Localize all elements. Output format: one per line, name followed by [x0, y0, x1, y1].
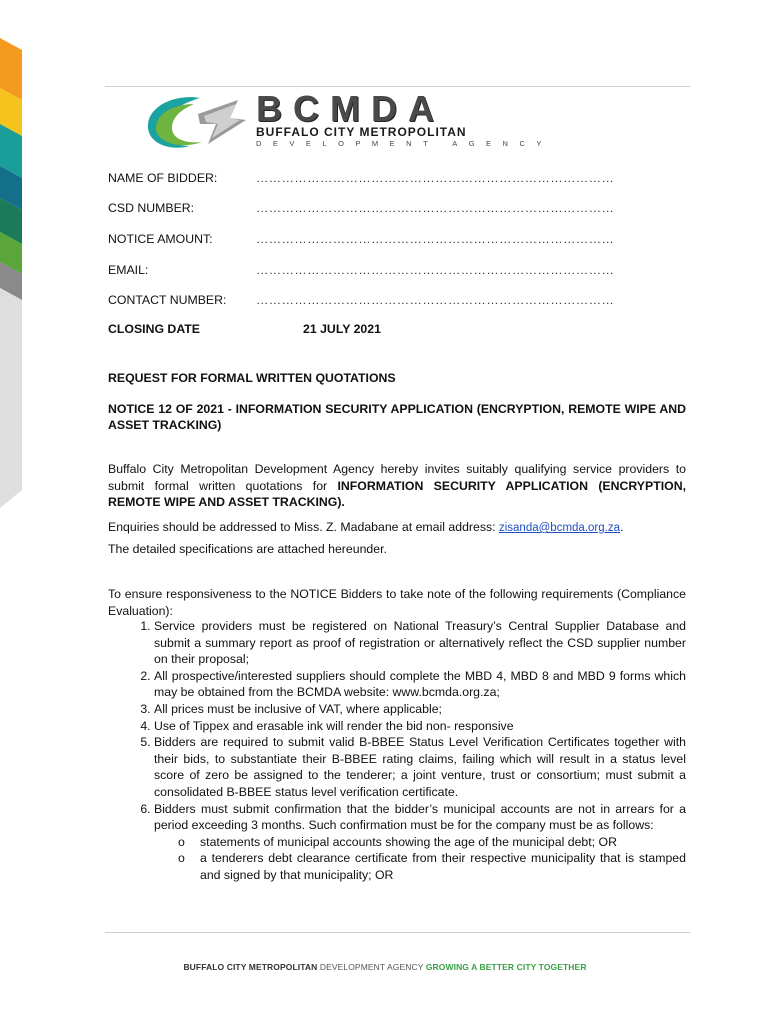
sub-requirement-item	[178, 850, 686, 883]
closing-date-row	[108, 322, 381, 336]
requirement-item: 4. Use of Tippex and erasable ink will render the bid non- responsive	[154, 718, 686, 735]
responsiveness-paragraph: To ensure responsiveness to the NOTICE Bidders to take note of the following requirements (Compliance Evaluation):	[108, 587, 686, 618]
footer-tagline	[0, 962, 770, 972]
logo-sub-line: DEVELOPMENT AGENCY	[256, 139, 553, 148]
requirement-item: 5. Bidders are required to submit valid B-BBEE Status Level Verification Certificates together with their bids, to substantiate their B-BBEE rating claims, failing which will result in a status level score of zero be assigned to the tenderer; a joint venture, trust or consortium; must submit a consolidated B-BBEE status level verification certificate.	[154, 734, 686, 800]
footer-part1: BUFFALO CITY METROPOLITAN	[183, 962, 318, 972]
closing-date-label: CLOSING DATE	[108, 322, 200, 336]
footer-part3: GROWING A BETTER CITY TOGETHER	[425, 962, 587, 972]
footer-part2: DEVELOPMENT AGENCY	[317, 962, 426, 972]
specs-paragraph: The detailed specifications are attached hereunder.	[108, 542, 387, 556]
requirement-item	[154, 801, 686, 884]
sub-requirement-text: statements of municipal accounts showing the age of the municipal debt; OR	[200, 834, 617, 849]
sub-requirement-item	[178, 834, 686, 851]
logo-acronym: BCMDA	[256, 88, 445, 129]
notice-heading: NOTICE 12 OF 2021 - INFORMATION SECURITY APPLICATION (ENCRYPTION, REMOTE WIPE AND ASSET TRACKING)	[108, 402, 686, 432]
enquiries-text: Enquiries should be addressed to Miss. Z. Madabane at email address:	[108, 520, 499, 534]
intro-text: Buffalo City Metropolitan Development Agency hereby invites suitably qualifying service providers to submit formal written quotations for	[108, 462, 686, 493]
side-color-stripe	[0, 38, 22, 508]
requirements-list	[108, 618, 686, 884]
field-label: NOTICE AMOUNT:	[108, 232, 213, 246]
closing-date-value: 21 JULY 2021	[303, 322, 381, 336]
intro-bold: INFORMATION SECURITY APPLICATION (ENCRYPTION, REMOTE WIPE AND ASSET TRACKING).	[108, 478, 686, 509]
enquiries-email-link[interactable]: zisanda@bcmda.org.za	[498, 522, 620, 534]
footer-rule	[105, 932, 690, 933]
intro-paragraph	[108, 461, 686, 511]
requirement-item-text: Bidders must submit confirmation that the bidder’s municipal accounts are not in arrears for a period exceeding 3 months. Such confirmation must be for the company must be as follows:	[154, 801, 686, 833]
header-rule	[105, 86, 690, 87]
bullet: o	[178, 834, 185, 849]
logo-swoosh-icon	[138, 92, 250, 152]
field-dots[interactable]: …………………………………………………………………………	[256, 263, 615, 277]
field-label: EMAIL:	[108, 263, 149, 277]
sub-requirements-list	[154, 834, 686, 884]
field-label: NAME OF BIDDER:	[108, 171, 218, 185]
stripe-graphic	[0, 38, 22, 508]
field-dots[interactable]: …………………………………………………………………………	[256, 201, 615, 215]
logo-name-line: BUFFALO CITY METROPOLITAN	[256, 125, 467, 139]
enquiries-paragraph	[108, 519, 686, 537]
bullet: o	[178, 851, 185, 866]
requirement-item: 2. All prospective/interested suppliers should complete the MBD 4, MBD 8 and MBD 9 forms which may be obtained from the BCMDA website: www.bcmda.org.za;	[154, 668, 686, 701]
field-label: CSD NUMBER:	[108, 201, 195, 215]
field-dots[interactable]: …………………………………………………………………………	[256, 293, 615, 307]
request-heading: REQUEST FOR FORMAL WRITTEN QUOTATIONS	[108, 371, 396, 385]
field-label: CONTACT NUMBER:	[108, 293, 227, 307]
sub-requirement-text: a tenderers debt clearance certificate from their respective municipality that is stamped and signed by that municipality; OR	[200, 851, 686, 882]
enquiries-end: .	[619, 520, 624, 534]
field-dots[interactable]: …………………………………………………………………………	[256, 171, 615, 185]
requirement-item: 1. Service providers must be registered on National Treasury’s Central Supplier Database and submit a summary report as proof of registration or alternatively reflect the CSD supplier number on their proposal;	[154, 618, 686, 668]
requirement-item: 3. All prices must be inclusive of VAT, where applicable;	[154, 701, 686, 718]
bcmda-logo	[138, 88, 558, 154]
field-dots[interactable]: …………………………………………………………………………	[256, 232, 615, 246]
